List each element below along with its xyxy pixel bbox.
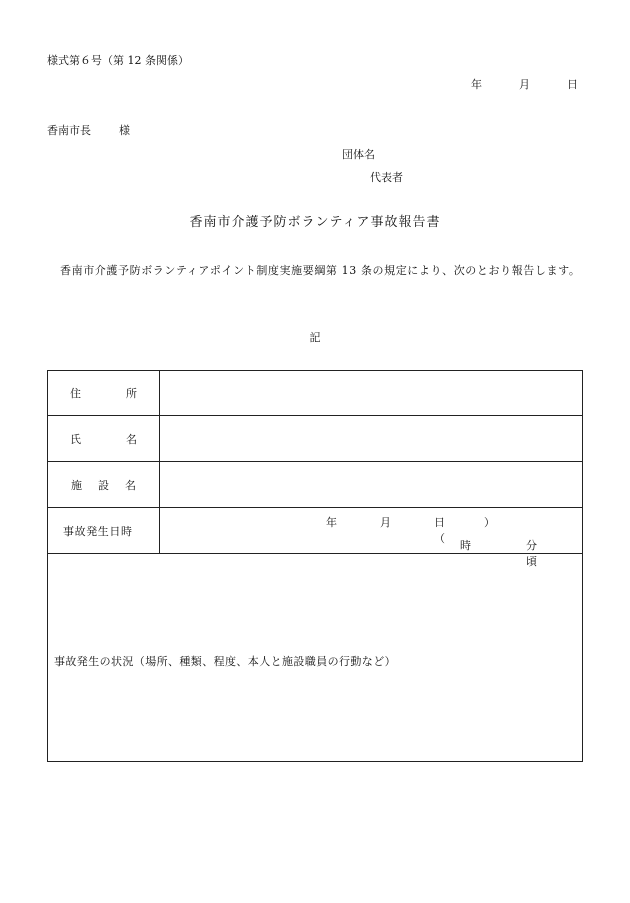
datetime-label: 事故発生日時 [63,524,133,538]
addressee [47,122,130,138]
document-title: 香南市介護予防ボランティア事故報告書 [189,215,441,230]
datetime-hour: 時 [460,539,471,552]
date-year: 年 [471,78,482,91]
table-row-datetime [48,508,583,554]
form-number: 様式第６号（第 12 条関係） [47,54,189,67]
addressee-name: 香南市長 [47,124,91,137]
date-month: 月 [519,78,530,91]
org-name-label: 団体名 [342,148,375,161]
body-text: 香南市介護予防ボランティアポイント制度実施要綱第 13 条の規定により、次のとおり報告します。 [60,264,581,277]
situation-label: 事故発生の状況（場所、種類、程度、本人と施設職員の行動など） [54,654,396,668]
facility-field[interactable] [160,462,583,508]
situation-field[interactable] [48,554,583,762]
table-row-facility [48,462,583,508]
report-table [47,370,583,762]
table-row-situation [48,554,583,762]
table-row-address [48,371,583,416]
date-line [471,76,578,92]
datetime-day: 日（ [434,516,445,545]
addressee-honorific: 様 [119,124,130,137]
name-label: 氏 名 [70,432,137,446]
datetime-month: 月 [380,516,391,529]
datetime-close-paren: ） [484,516,495,529]
date-day: 日 [567,78,578,91]
representative-label: 代表者 [370,171,403,184]
datetime-minute: 分頃 [526,539,537,568]
ki-heading: 記 [309,331,321,344]
facility-label: 施 設 名 [71,478,136,492]
address-field[interactable] [160,371,583,416]
table-row-name [48,416,583,462]
name-field[interactable] [160,416,583,462]
address-label: 住 所 [70,387,137,400]
datetime-field[interactable] [160,508,583,568]
datetime-year: 年 [326,516,337,529]
